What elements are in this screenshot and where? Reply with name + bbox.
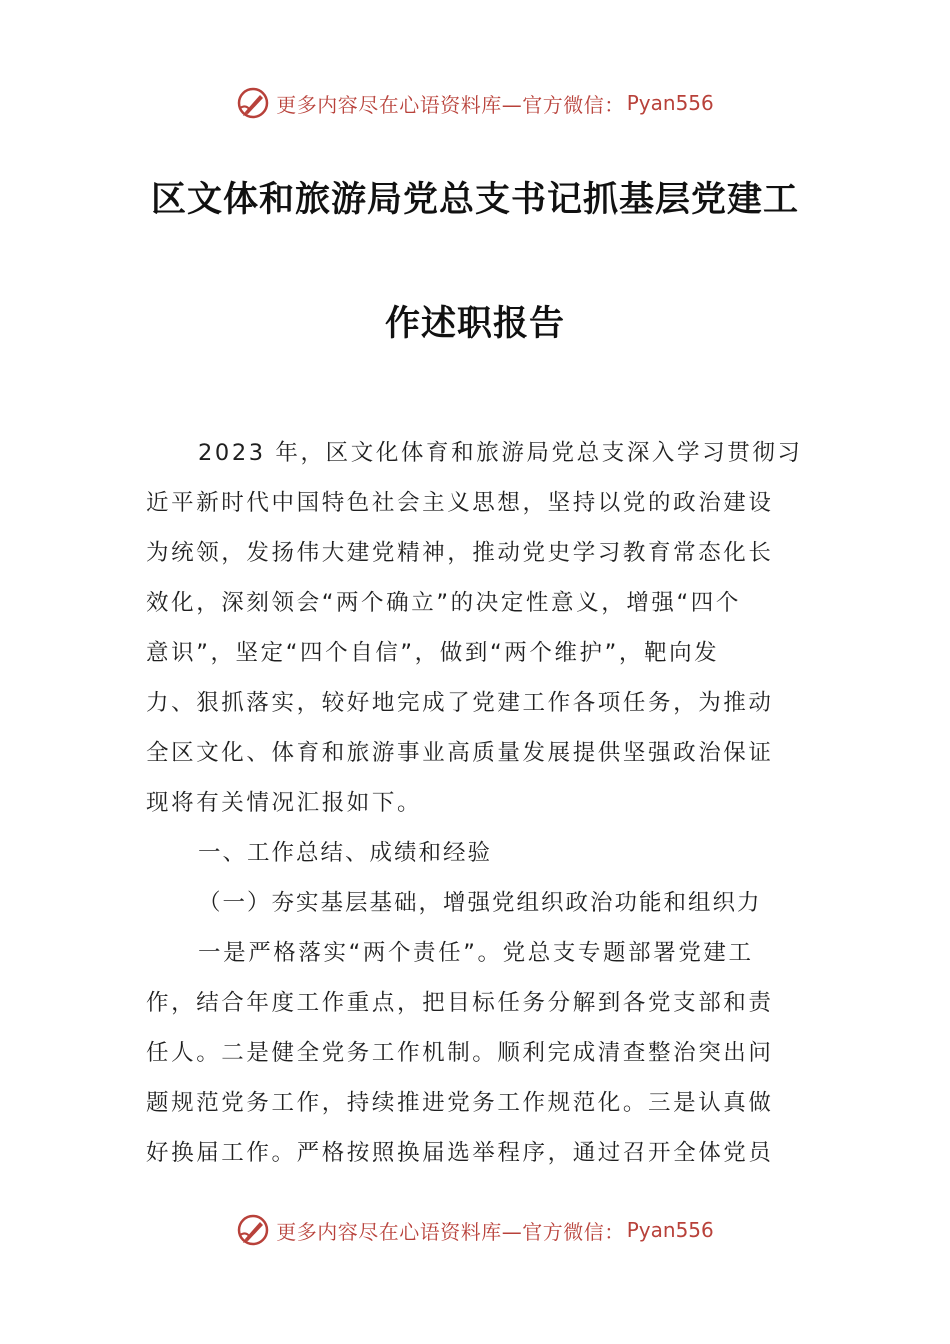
body-line: 一是严格落实“两个责任”。党总支专题部署党建工 — [198, 940, 754, 966]
document-title-line-1: 区文体和旅游局党总支书记抓基层党建工 — [150, 180, 799, 220]
watermark-text: 更多内容尽在心语资料库—官方微信： — [276, 1219, 625, 1244]
section-heading: 一、工作总结、成绩和经验 — [198, 840, 493, 866]
body-line: 近平新时代中国特色社会主义思想，坚持以党的政治建设 — [146, 490, 774, 516]
body-line: 力、狠抓落实，较好地完成了党建工作各项任务，为推动 — [146, 690, 774, 716]
watermark-wechat-id: Pyan556 — [626, 1218, 714, 1242]
body-line: 2023 年，区文化体育和旅游局党总支深入学习贯彻习 — [198, 440, 803, 466]
body-line: 好换届工作。严格按照换届选举程序，通过召开全体党员 — [146, 1140, 774, 1166]
document-title-line-2: 作述职报告 — [384, 304, 565, 344]
body-line: 作，结合年度工作重点，把目标任务分解到各党支部和责 — [146, 990, 774, 1016]
subsection-heading: （一）夯实基层基础，增强党组织政治功能和组织力 — [198, 890, 762, 916]
watermark-bottom — [0, 1210, 950, 1250]
pen-logo-icon — [236, 1213, 270, 1247]
watermark-wechat-id: Pyan556 — [626, 91, 714, 115]
body-line: 为统领，发扬伟大建党精神，推动党史学习教育常态化长 — [146, 540, 774, 566]
body-line: 任人。二是健全党务工作机制。顺利完成清查整治突出问 — [146, 1040, 774, 1066]
body-line: 全区文化、体育和旅游事业高质量发展提供坚强政治保证 — [146, 740, 774, 766]
body-line: 题规范党务工作，持续推进党务工作规范化。三是认真做 — [146, 1090, 774, 1116]
pen-logo-icon — [236, 86, 270, 120]
body-line: 意识”，坚定“四个自信”，做到“两个维护”，靶向发 — [146, 640, 720, 666]
watermark-top — [0, 83, 950, 123]
body-line: 现将有关情况汇报如下。 — [146, 790, 423, 816]
watermark-text: 更多内容尽在心语资料库—官方微信： — [276, 92, 625, 117]
document-body — [146, 428, 806, 1178]
body-line: 效化，深刻领会“两个确立”的决定性意义，增强“四个 — [146, 590, 741, 616]
